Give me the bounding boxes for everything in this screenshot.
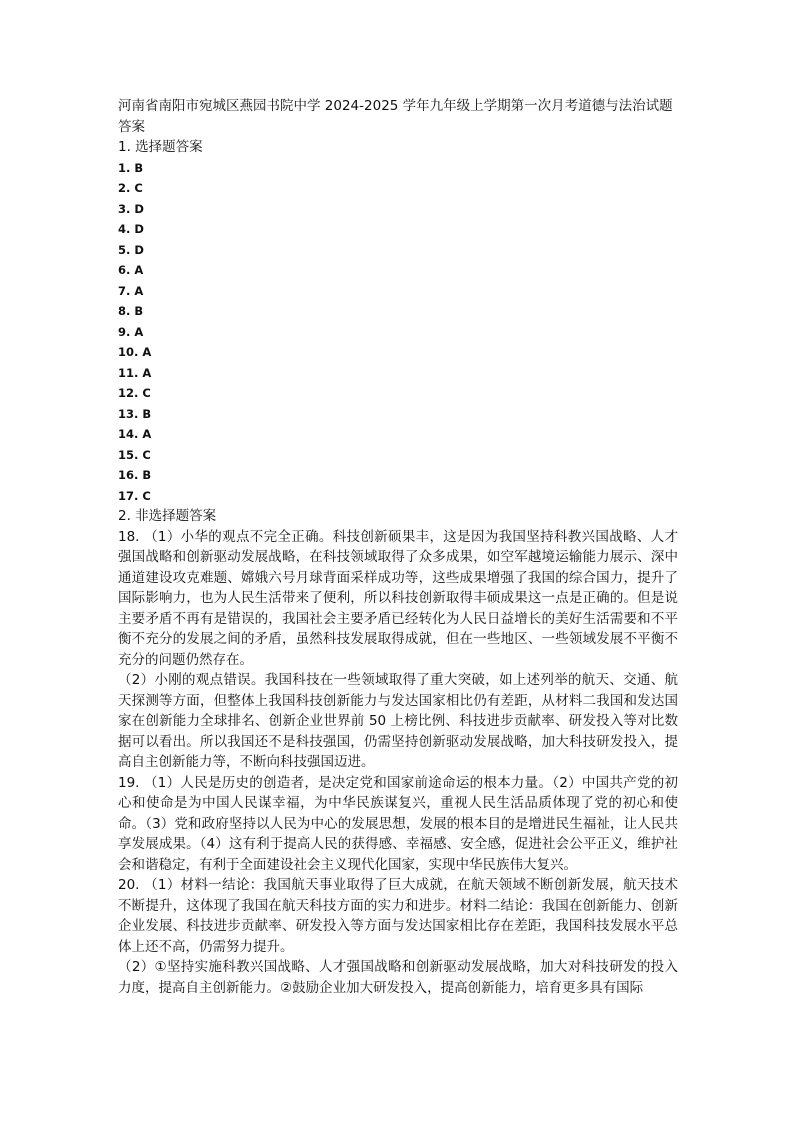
- answer-item: 5. D: [118, 242, 144, 257]
- answer-20-part2: （2）①坚持实施科教兴国战略、人才强国战略和创新驱动发展战略，加大对科技研发的投入力度，提高自主创新能力。②鼓励企业加大研发投入，提高创新能力，培育更多具有国际: [118, 959, 678, 996]
- answer-item: 13. B: [118, 406, 152, 421]
- answer-item: 16. B: [118, 468, 152, 482]
- answer-18-part2: （2）小刚的观点错误。我国科技在一些领域取得了重大突破，如上述列举的航天、交通、航天探测等方面，但整体上我国科技创新能力与发达国家相比仍有差距，从材料二我国和发达国家在创新能力全球排名、创新企业世界前 50 上榜比例、科技进步贡献率、研发投入等对比数据可以看出。所以我国还不是科技强国，仍需坚持创新驱动发展战略，加大科技研发投入，提高自主创新能力等，不断向科技强国迈进。: [118, 672, 678, 770]
- answer-item: 1. B: [118, 160, 144, 175]
- section-heading-nonchoice: 2. 非选择题答案: [118, 508, 217, 524]
- answer-item: 12. C: [118, 386, 151, 400]
- choice-answer-list: [118, 158, 678, 507]
- document-page: [118, 96, 678, 998]
- answer-item: 14. A: [118, 427, 152, 441]
- answer-item: 4. D: [118, 222, 144, 236]
- answer-item: 6. A: [118, 263, 144, 277]
- answer-item: 2. C: [118, 181, 143, 195]
- answer-item: 9. A: [118, 324, 144, 339]
- answer-item: 17. C: [118, 488, 151, 503]
- answer-item: 11. A: [118, 365, 152, 380]
- section-heading-choice: 1. 选择题答案: [118, 139, 203, 155]
- answer-item: 10. A: [118, 345, 152, 359]
- answer-item: 8. B: [118, 304, 144, 318]
- answer-20-part1: 20. （1）材料一结论：我国航天事业取得了巨大成就，在航天领域不断创新发展，航天技术不断提升，这体现了我国在航天科技方面的实力和进步。材料二结论：我国在创新能力、创新企业发展、科技进步贡献率、研发投入等方面与发达国家相比存在差距，我国科技发展水平总体上还不高，仍需努力提升。: [118, 877, 678, 955]
- answer-item: 7. A: [118, 283, 144, 298]
- answer-item: 15. C: [118, 447, 151, 462]
- document-title: 河南省南阳市宛城区燕园书院中学 2024-2025 学年九年级上学期第一次月考道德与法治试题 答案: [118, 98, 673, 135]
- answer-19: 19. （1）人民是历史的创造者，是决定党和国家前途命运的根本力量。（2）中国共产党的初心和使命是为中国人民谋幸福，为中华民族谋复兴，重视人民生活品质体现了党的初心和使命。（3）党和政府坚持以人民为中心的发展思想，发展的根本目的是增进民生福祉，让人民共享发展成果。（4）这有利于提高人民的获得感、幸福感、安全感，促进社会公平正义，维护社会和谐稳定，有利于全面建设社会主义现代化国家，实现中华民族伟大复兴。: [118, 774, 678, 873]
- answer-18-part1: 18. （1）小华的观点不完全正确。科技创新硕果丰，这是因为我国坚持科教兴国战略、人才强国战略和创新驱动发展战略，在科技领域取得了众多成果，如空军越境运输能力展示、深中通道建设攻克难题、嫦娥六号月球背面采样成功等，这些成果增强了我国的综合国力，提升了国际影响力，也为人民生活带来了便利，所以科技创新取得丰硕成果这一点是正确的。但是说主要矛盾不再有是错误的，我国社会主要矛盾已经转化为人民日益增长的美好生活需要和不平衡不充分的发展之间的矛盾，虽然科技发展取得成就，但在一些地区、一些领域发展不平衡不充分的问题仍然存在。: [118, 528, 678, 668]
- answer-item: 3. D: [118, 201, 144, 216]
